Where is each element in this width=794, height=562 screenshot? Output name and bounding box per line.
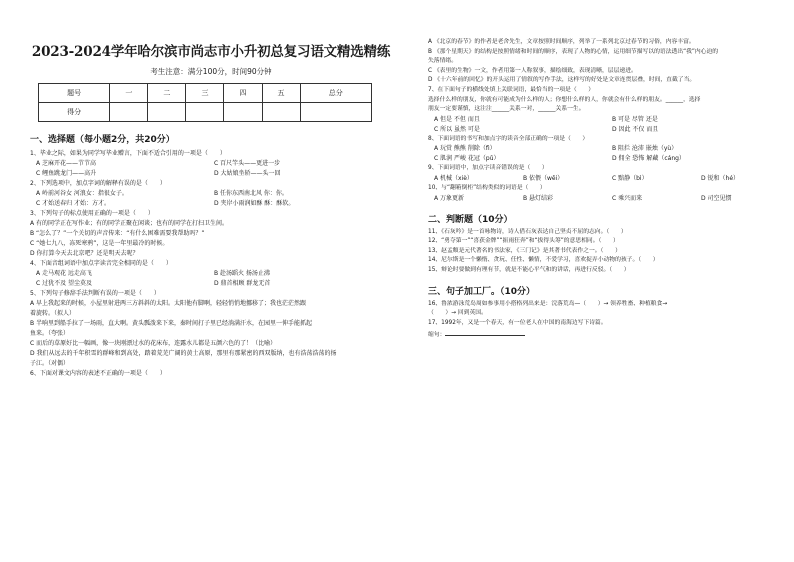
judgment-item: 11、《石灰吟》是一首咏物诗，诗人借石灰表达自己坚贞不屈的志向。（ ） <box>428 228 627 235</box>
option: C 百尺竿头——更进一步 <box>214 160 281 167</box>
sentence-item: （ ）→ 回到英国。 <box>428 310 487 317</box>
score-cell <box>186 103 224 122</box>
question-5 <box>30 289 392 369</box>
q6-option: C 《表里的生物》一文，作者用第一人称叙事，描绘细致，表现清晰，层层递进。 <box>428 67 637 74</box>
q6-option: 失落情绪。 <box>428 58 457 65</box>
exam-title: 2023-2024学年哈尔滨市尚志市小升初总复习语文精选精练 <box>31 44 391 60</box>
section-heading: 三、句子加工厂。（10分） <box>428 286 536 297</box>
option-row <box>30 279 392 289</box>
score-header-cell: 四 <box>224 84 262 103</box>
score-header-cell: 五 <box>262 84 300 103</box>
score-cell <box>262 103 300 122</box>
option-line: 子江。（对偶） <box>30 360 70 367</box>
option-row <box>428 115 790 125</box>
score-header-cell: 总分 <box>300 84 371 103</box>
option: D 鼎首相顾 群龙无首 <box>214 280 271 287</box>
option: D 司空见惯 <box>701 194 732 202</box>
option-row <box>428 144 790 154</box>
option: B 悬灯结彩 <box>523 194 554 202</box>
score-header-cell: 一 <box>110 84 148 103</box>
option-line: 鱼来。（夸张） <box>30 330 70 337</box>
answer-blank <box>445 328 525 336</box>
option-row <box>30 159 392 169</box>
judgment-item: 15、辩论时要做到有理有节，就是不能心平气和的讲话，再进行反驳。（ ） <box>428 266 630 273</box>
question-6-stem: 6、下面对课文内容的表述不正确的一项是（ ） <box>30 370 166 377</box>
option: A 但是 不但 而且 <box>434 115 480 123</box>
score-header-cell: 题号 <box>39 84 110 103</box>
option-row <box>428 125 790 135</box>
question-2 <box>30 179 392 209</box>
right-column <box>428 38 790 341</box>
section-heading: 一、选择题（每小题2分，共20分） <box>30 135 175 145</box>
option-line: C 而后的草原好比一幅画，像一块刚漂过水的花床布，连露水儿都是五颜六色的了！（比喻） <box>30 340 277 347</box>
question-4 <box>30 259 392 289</box>
option-row <box>428 174 790 184</box>
q6-option: B 《那个星期天》的结构是按照情绪和时间的顺序，表现了人物的心情，运用细节描写以的语法透出“我”内心迫的 <box>428 48 719 55</box>
question-7-passage: 朋友一定要谨慎，这注注______关系一对，______关系一生。 <box>428 106 585 113</box>
judgment-item: 14、尼尔斯是一个懒惰、贪玩、任性、懒情，不爱学习，喜欢捉弄小动物的孩子。（ ） <box>428 257 659 264</box>
option-line: 着旋转。（拟人） <box>30 310 76 317</box>
option: D 锐和（hé） <box>701 174 740 182</box>
option: A 玩赏 熊熊 削除（fì） <box>434 145 496 153</box>
option: B 阻拦 沧沛 嵌烛（yù） <box>612 145 678 153</box>
question-8-stem: 8、下面词语的书写和加点字的读音全部正确的一项是（ ） <box>428 135 589 142</box>
option: C 肌润 严峻 花冠（pǔ） <box>434 155 500 163</box>
q6-option: A 《北京的春节》的作者是老舍先生，文章按照时间顺序，列举了一系列北京过春节的习俗，内容丰富。 <box>428 39 695 45</box>
option: B 任你东西南北风 你：你。 <box>214 190 288 197</box>
score-table-score-row <box>39 103 372 122</box>
question-stem: 4、下面音组词语中加点字读音完全相同的是（ ） <box>30 260 172 267</box>
score-cell <box>148 103 186 122</box>
option: B 赴汤蹈火 扬汤止沸 <box>214 270 270 277</box>
question-stem: 3、下列句子的标点使用正确的一项是（ ） <box>30 210 154 217</box>
judgment-item: 13、赵孟頫是元代著名的书法家，《三门记》是其著书代表作之一。（ ） <box>428 247 621 254</box>
rewrite-line <box>428 328 790 341</box>
question-stem: 2、下列选项中，加点字词的解释有误的是（ ） <box>30 180 166 187</box>
exam-notice: 考生注意：满分100分，时间90分钟 <box>150 67 272 76</box>
option: A 万象更新 <box>434 194 465 202</box>
question-1 <box>30 149 392 179</box>
option-line: D 我们从远去的千年积雪的群峰和到高处，踏着荒芜广阔的黄土高原，那里有那紧密的西双版纳，也有浩荡浩荡的扬 <box>30 350 337 357</box>
option-row <box>30 269 392 279</box>
option-row <box>428 194 790 204</box>
question-stem: 5、下列句子修辞手法判断有误的一项是（ ） <box>30 290 160 297</box>
option: C “她七九八，冻死寒鸦”，这是一年里最冷的时候。 <box>30 240 169 247</box>
option: A 岭前河谷女 河浪女：指很女子。 <box>36 190 128 197</box>
score-cell <box>300 103 371 122</box>
option: D 夹岸小雨润如酥 酥：酥软。 <box>214 200 295 207</box>
option: A 芝麻开花——节节高 <box>36 160 97 167</box>
option: D 你打算今天去北京吧？还是明天去呢？ <box>30 250 139 257</box>
option-line: B 半响里到船手拉了一场雨，直大啊。黄头瓢泼来下来，秦时间打子里已经淌满汗水，在园里一伸手能抓起 <box>30 320 313 327</box>
question-9-stem: 9、下面词语中，加点字读音错误的是（ ） <box>428 165 548 172</box>
option-row <box>30 199 392 209</box>
option: B 可是 尽管 还是 <box>612 115 658 123</box>
option-row <box>30 189 392 199</box>
question-7-stem: 7、在下面句子的横线处填上关联词语，最恰当的一项是（ ） <box>428 86 595 93</box>
option: C 鲤鱼跳龙门——高升 <box>36 170 97 177</box>
judgment-item: 12、“勇夺第一”“喜获金牌”“振雨狂奔”和“拔得头筹”的意思相同。（ ） <box>428 238 619 245</box>
option: C 所以 虽然 可是 <box>434 125 480 133</box>
score-table-header-row <box>39 84 372 103</box>
score-header-cell: 二 <box>148 84 186 103</box>
section-heading: 二、判断题（10分） <box>428 214 513 225</box>
option: C 才始送春归 才始：方才。 <box>36 200 111 207</box>
option: A 有的同学正在写作业；有的同学正聚在闲谈；也有的同学在打扫卫生间。 <box>30 220 229 227</box>
option: B “怎么了？”一个关切的声音传来：“有什么困难需要我帮助吗？” <box>30 230 205 237</box>
option: A 机械（xiè） <box>434 174 473 182</box>
score-table <box>38 83 372 122</box>
option-row <box>428 154 790 164</box>
option: B 依偎（wēi） <box>523 174 564 182</box>
option: C 黯静（bì） <box>612 174 648 182</box>
option: D 佣全 恐怖 解藏（cáng） <box>612 155 685 163</box>
option: D 大姑娘坐轿——头一回 <box>214 170 281 177</box>
option: D 因此 不仅 而且 <box>612 125 659 133</box>
score-header-cell: 三 <box>186 84 224 103</box>
score-cell <box>110 103 148 122</box>
option-line: A 早上我起来的时候，小屋里射进两三方斜斜的太阳。太阳他有脚啊，轻轻悄悄地挪移了；我也茫茫然跟 <box>30 300 307 307</box>
sentence-item: 16、鲁浓游泳荒岛周如参事用小搭格列出来是：浣落荒岛—（ ）→ 领养牲畜、种植粮食→ <box>428 300 668 307</box>
option: C 过犹不及 望尘莫及 <box>36 280 93 287</box>
option: C 乘兴而来 <box>612 194 643 202</box>
question-3 <box>30 209 392 259</box>
option-row <box>30 169 392 179</box>
left-column <box>30 0 392 379</box>
score-cell <box>224 103 262 122</box>
question-stem: 1、毕业之际，如果为同学写毕业赠言，下面不适合引用的一项是（ ） <box>30 150 226 157</box>
sentence-item: 17、1992年，又是一个春天，有一位老人在中国的南海边写下诗篇。 <box>428 319 607 326</box>
rewrite-label: 缩句： <box>428 332 446 339</box>
q6-option: D 《十六年前的回忆》的开头运用了情叙的写作手法，这样写的好处是文章连贯层叠，时间，直截了当。 <box>428 77 696 84</box>
question-7-passage: 选择什么样的朋友，你就有可能成为什么样的人；你想什么样的人，你就会有什么样的朋友。______，选择 <box>428 96 701 103</box>
question-10-stem: 10、与“翻箱倒柜”结构类似的词语是（ ） <box>428 184 546 191</box>
score-row-label: 得分 <box>39 103 110 122</box>
option: A 走马观花 远走高飞 <box>36 270 92 277</box>
